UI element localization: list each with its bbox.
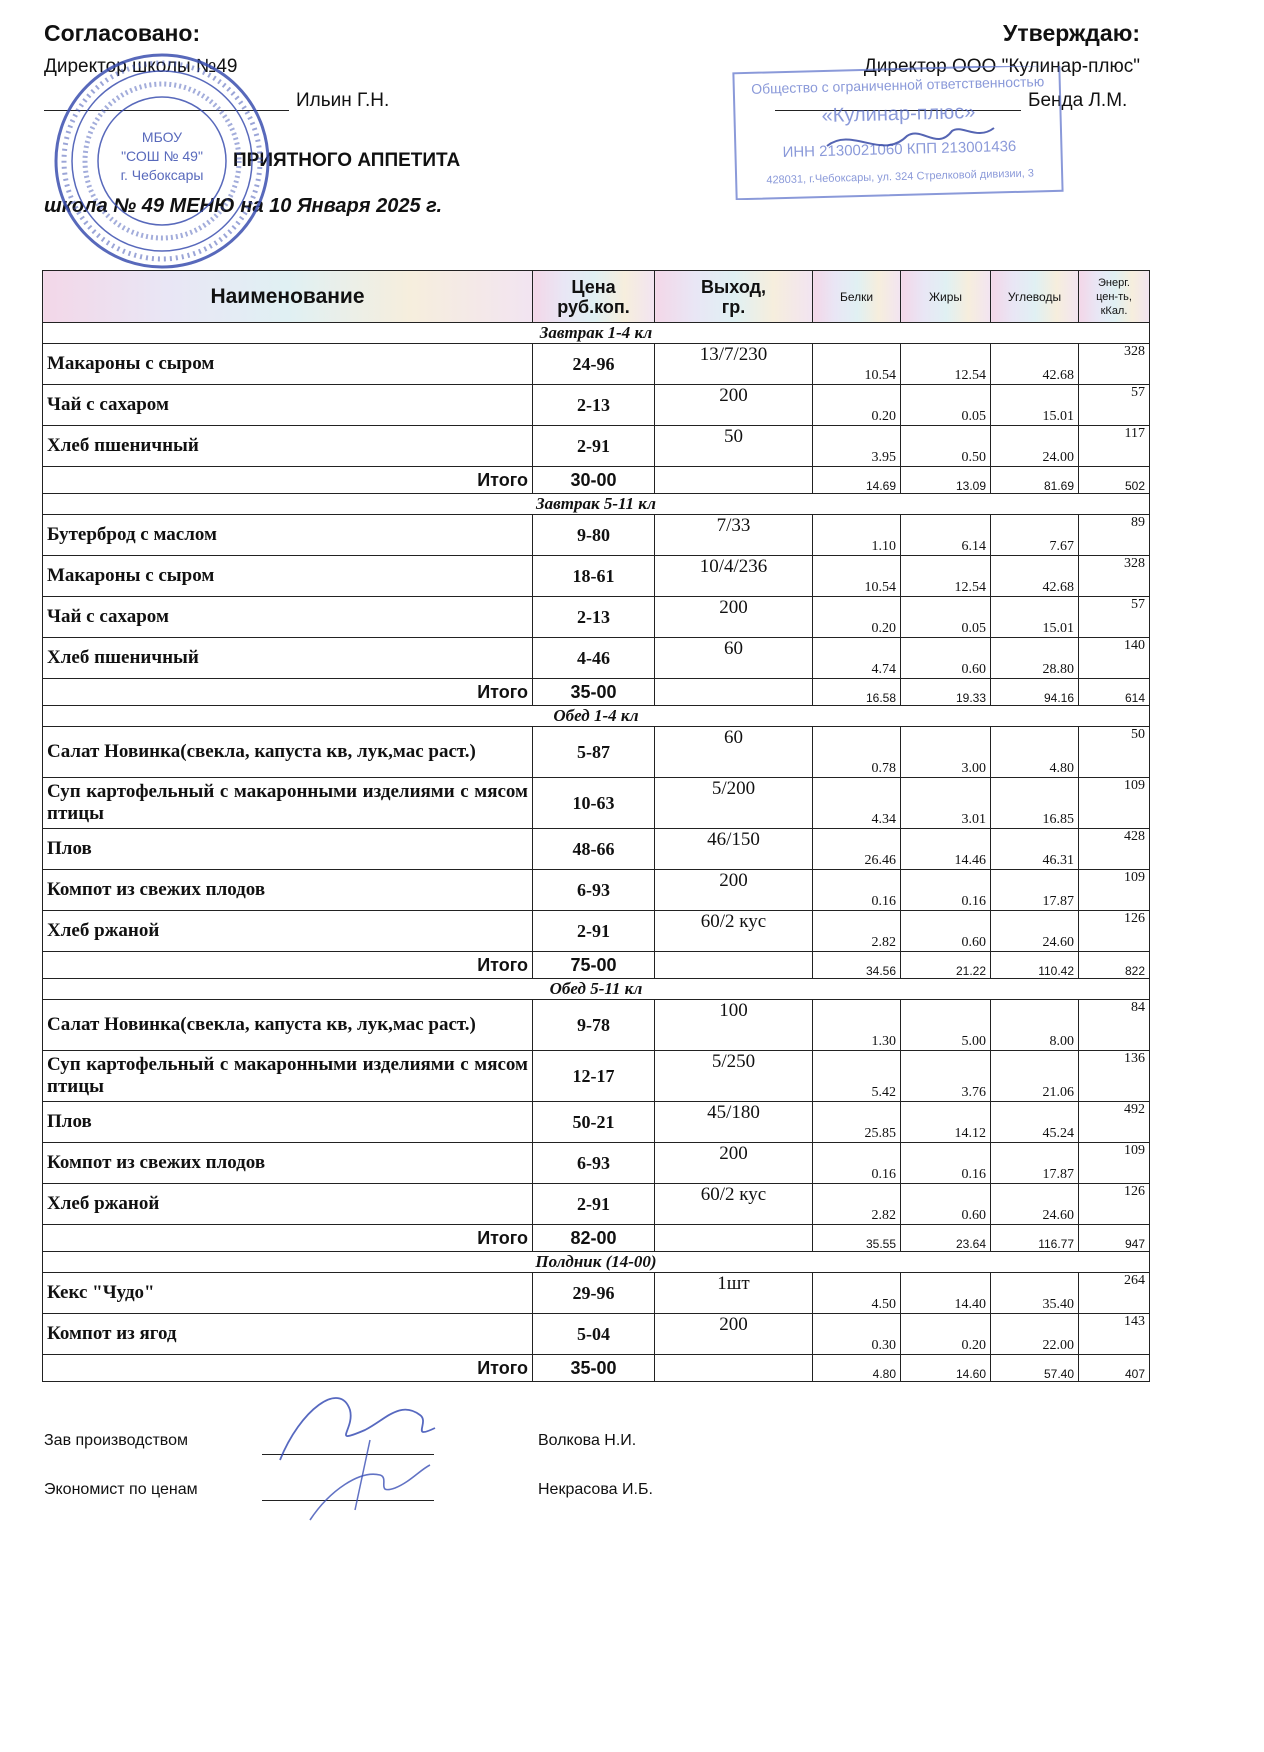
item-carbs: 24.60 [991, 911, 1079, 952]
total-fat: 21.22 [901, 952, 991, 979]
item-output: 60 [655, 638, 813, 679]
table-row [43, 829, 1150, 870]
item-carbs: 16.85 [991, 778, 1079, 829]
item-name: Хлеб пшеничный [43, 426, 533, 467]
total-output-empty [655, 467, 813, 494]
item-fat: 14.12 [901, 1102, 991, 1143]
total-row [43, 952, 1150, 979]
total-label: Итого [43, 679, 533, 706]
item-fat: 0.60 [901, 1184, 991, 1225]
item-fat: 3.00 [901, 727, 991, 778]
item-protein: 1.10 [813, 515, 901, 556]
item-price: 5-87 [533, 727, 655, 778]
col-energy: Энерг. цен-ть, кКал. [1079, 271, 1150, 323]
item-protein: 3.95 [813, 426, 901, 467]
item-price: 2-91 [533, 1184, 655, 1225]
item-fat: 0.05 [901, 385, 991, 426]
item-output: 100 [655, 1000, 813, 1051]
item-kcal: 57 [1079, 385, 1150, 426]
total-fat: 13.09 [901, 467, 991, 494]
item-output: 5/250 [655, 1051, 813, 1102]
item-price: 2-13 [533, 385, 655, 426]
item-carbs: 28.80 [991, 638, 1079, 679]
item-protein: 0.16 [813, 870, 901, 911]
item-kcal: 50 [1079, 727, 1150, 778]
table-row [43, 344, 1150, 385]
item-protein: 0.20 [813, 597, 901, 638]
item-protein: 2.82 [813, 911, 901, 952]
item-kcal: 109 [1079, 1143, 1150, 1184]
total-label: Итого [43, 952, 533, 979]
item-carbs: 42.68 [991, 344, 1079, 385]
item-fat: 0.16 [901, 1143, 991, 1184]
item-output: 200 [655, 1143, 813, 1184]
item-price: 2-13 [533, 597, 655, 638]
item-fat: 6.14 [901, 515, 991, 556]
item-fat: 0.50 [901, 426, 991, 467]
item-name: Плов [43, 829, 533, 870]
table-row [43, 911, 1150, 952]
item-protein: 0.16 [813, 1143, 901, 1184]
item-kcal: 428 [1079, 829, 1150, 870]
total-kcal: 947 [1079, 1225, 1150, 1252]
section-row [43, 494, 1150, 515]
item-kcal: 143 [1079, 1314, 1150, 1355]
item-price: 5-04 [533, 1314, 655, 1355]
item-output: 60/2 кус [655, 1184, 813, 1225]
item-price: 2-91 [533, 426, 655, 467]
item-kcal: 109 [1079, 870, 1150, 911]
item-fat: 3.01 [901, 778, 991, 829]
item-protein: 4.50 [813, 1273, 901, 1314]
item-carbs: 46.31 [991, 829, 1079, 870]
table-row [43, 1314, 1150, 1355]
item-output: 45/180 [655, 1102, 813, 1143]
item-fat: 14.46 [901, 829, 991, 870]
total-protein: 34.56 [813, 952, 901, 979]
item-price: 29-96 [533, 1273, 655, 1314]
item-price: 6-93 [533, 870, 655, 911]
section-row [43, 323, 1150, 344]
section-title: Полдник (14-00) [43, 1252, 1150, 1273]
item-kcal: 84 [1079, 1000, 1150, 1051]
item-output: 200 [655, 597, 813, 638]
item-carbs: 24.00 [991, 426, 1079, 467]
item-output: 60 [655, 727, 813, 778]
company-director-position: Директор ООО "Кулинар-плюс" [863, 56, 1140, 77]
table-header-row [43, 271, 1150, 323]
item-price: 18-61 [533, 556, 655, 597]
footer-role-production: Зав производством [44, 1432, 188, 1449]
item-carbs: 35.40 [991, 1273, 1079, 1314]
total-protein: 14.69 [813, 467, 901, 494]
item-protein: 4.74 [813, 638, 901, 679]
menu-subtitle: школа № 49 МЕНЮ на 10 Января 2025 г. [44, 195, 443, 217]
total-row [43, 1225, 1150, 1252]
section-row [43, 706, 1150, 727]
total-price: 35-00 [533, 1355, 655, 1382]
company-stamp-line3: ИНН 2130021060 КПП 213001436 [782, 137, 1017, 162]
total-label: Итого [43, 467, 533, 494]
item-kcal: 126 [1079, 911, 1150, 952]
total-kcal: 407 [1079, 1355, 1150, 1382]
table-row [43, 1184, 1150, 1225]
item-name: Компот из ягод [43, 1314, 533, 1355]
company-stamp-line1: Общество с ограниченной ответственностью [751, 73, 1045, 97]
school-stamp-line1: МБОУ [141, 129, 183, 145]
item-price: 9-78 [533, 1000, 655, 1051]
total-row [43, 467, 1150, 494]
total-kcal: 822 [1079, 952, 1150, 979]
item-kcal: 264 [1079, 1273, 1150, 1314]
item-name: Хлеб ржаной [43, 911, 533, 952]
total-row [43, 1355, 1150, 1382]
school-stamp [44, 48, 280, 274]
total-protein: 16.58 [813, 679, 901, 706]
item-output: 50 [655, 426, 813, 467]
col-carbs: Углеводы [991, 271, 1079, 323]
item-kcal: 328 [1079, 344, 1150, 385]
total-protein: 4.80 [813, 1355, 901, 1382]
item-output: 200 [655, 1314, 813, 1355]
section-title: Обед 5-11 кл [43, 979, 1150, 1000]
item-output: 200 [655, 385, 813, 426]
footer-signature [270, 1370, 450, 1530]
item-kcal: 89 [1079, 515, 1150, 556]
col-fat: Жиры [901, 271, 991, 323]
item-name: Хлеб ржаной [43, 1184, 533, 1225]
item-price: 4-46 [533, 638, 655, 679]
total-price: 30-00 [533, 467, 655, 494]
item-name: Компот из свежих плодов [43, 870, 533, 911]
item-carbs: 21.06 [991, 1051, 1079, 1102]
item-name: Суп картофельный с макаронными изделиями с мясом птицы [43, 778, 533, 829]
item-output: 10/4/236 [655, 556, 813, 597]
item-kcal: 117 [1079, 426, 1150, 467]
item-protein: 0.30 [813, 1314, 901, 1355]
item-carbs: 4.80 [991, 727, 1079, 778]
item-protein: 4.34 [813, 778, 901, 829]
item-price: 10-63 [533, 778, 655, 829]
total-carbs: 110.42 [991, 952, 1079, 979]
total-carbs: 57.40 [991, 1355, 1079, 1382]
item-name: Кекс "Чудо" [43, 1273, 533, 1314]
total-output-empty [655, 1225, 813, 1252]
item-kcal: 140 [1079, 638, 1150, 679]
item-name: Чай с сахаром [43, 385, 533, 426]
item-name: Макароны с сыром [43, 344, 533, 385]
col-name: Наименование [43, 271, 533, 323]
item-output: 200 [655, 870, 813, 911]
total-price: 82-00 [533, 1225, 655, 1252]
item-price: 48-66 [533, 829, 655, 870]
total-carbs: 116.77 [991, 1225, 1079, 1252]
total-output-empty [655, 679, 813, 706]
table-row [43, 1143, 1150, 1184]
item-carbs: 7.67 [991, 515, 1079, 556]
approved-label: Согласовано: [44, 20, 201, 46]
section-title: Завтрак 1-4 кл [43, 323, 1150, 344]
total-carbs: 94.16 [991, 679, 1079, 706]
item-protein: 5.42 [813, 1051, 901, 1102]
item-output: 1шт [655, 1273, 813, 1314]
item-protein: 26.46 [813, 829, 901, 870]
item-kcal: 136 [1079, 1051, 1150, 1102]
table-row [43, 1273, 1150, 1314]
item-name: Макароны с сыром [43, 556, 533, 597]
total-protein: 35.55 [813, 1225, 901, 1252]
item-kcal: 109 [1079, 778, 1150, 829]
item-protein: 0.20 [813, 385, 901, 426]
table-row [43, 1102, 1150, 1143]
item-protein: 10.54 [813, 556, 901, 597]
item-fat: 3.76 [901, 1051, 991, 1102]
total-output-empty [655, 952, 813, 979]
school-stamp-line3: г. Чебоксары [120, 167, 204, 183]
table-row [43, 426, 1150, 467]
total-price: 75-00 [533, 952, 655, 979]
school-stamp-line2: "СОШ № 49" [121, 148, 203, 164]
footer-role-economist: Экономист по ценам [44, 1481, 198, 1498]
item-price: 24-96 [533, 344, 655, 385]
total-row [43, 679, 1150, 706]
section-row [43, 1252, 1150, 1273]
item-protein: 25.85 [813, 1102, 901, 1143]
item-fat: 12.54 [901, 344, 991, 385]
total-kcal: 614 [1079, 679, 1150, 706]
table-row [43, 556, 1150, 597]
company-stamp [732, 66, 1066, 200]
item-output: 5/200 [655, 778, 813, 829]
item-fat: 0.20 [901, 1314, 991, 1355]
item-protein: 2.82 [813, 1184, 901, 1225]
school-director-position: Директор школы №49 [44, 56, 238, 77]
item-fat: 0.60 [901, 638, 991, 679]
table-row [43, 1051, 1150, 1102]
table-row [43, 515, 1150, 556]
item-carbs: 15.01 [991, 597, 1079, 638]
item-carbs: 17.87 [991, 1143, 1079, 1184]
item-carbs: 22.00 [991, 1314, 1079, 1355]
item-output: 13/7/230 [655, 344, 813, 385]
item-carbs: 8.00 [991, 1000, 1079, 1051]
item-fat: 0.16 [901, 870, 991, 911]
item-carbs: 42.68 [991, 556, 1079, 597]
table-row [43, 638, 1150, 679]
greeting-title: ПРИЯТНОГО АППЕТИТА [233, 150, 461, 171]
total-fat: 19.33 [901, 679, 991, 706]
item-fat: 14.40 [901, 1273, 991, 1314]
company-director-name: Бенда Л.М. [1028, 90, 1128, 111]
table-row [43, 1000, 1150, 1051]
item-name: Салат Новинка(свекла, капуста кв, лук,мас раст.) [43, 1000, 533, 1051]
item-kcal: 328 [1079, 556, 1150, 597]
section-row [43, 979, 1150, 1000]
item-name: Бутерброд с маслом [43, 515, 533, 556]
total-price: 35-00 [533, 679, 655, 706]
table-row [43, 597, 1150, 638]
item-price: 50-21 [533, 1102, 655, 1143]
item-output: 46/150 [655, 829, 813, 870]
footer-person-economist: Некрасова И.Б. [538, 1481, 653, 1498]
item-kcal: 492 [1079, 1102, 1150, 1143]
item-fat: 0.05 [901, 597, 991, 638]
school-director-name: Ильин Г.Н. [296, 90, 390, 111]
item-protein: 0.78 [813, 727, 901, 778]
item-name: Салат Новинка(свекла, капуста кв, лук,мас раст.) [43, 727, 533, 778]
item-price: 6-93 [533, 1143, 655, 1184]
total-kcal: 502 [1079, 467, 1150, 494]
col-output: Выход, гр. [655, 271, 813, 323]
company-stamp-line2: «Кулинар-плюс» [821, 100, 976, 128]
total-output-empty [655, 1355, 813, 1382]
item-carbs: 24.60 [991, 1184, 1079, 1225]
item-output: 7/33 [655, 515, 813, 556]
total-label: Итого [43, 1225, 533, 1252]
total-label: Итого [43, 1355, 533, 1382]
total-fat: 23.64 [901, 1225, 991, 1252]
item-carbs: 15.01 [991, 385, 1079, 426]
total-fat: 14.60 [901, 1355, 991, 1382]
item-fat: 5.00 [901, 1000, 991, 1051]
menu-table [42, 270, 1150, 1382]
item-protein: 1.30 [813, 1000, 901, 1051]
item-price: 12-17 [533, 1051, 655, 1102]
item-kcal: 57 [1079, 597, 1150, 638]
footer-person-production: Волкова Н.И. [538, 1432, 637, 1449]
item-carbs: 17.87 [991, 870, 1079, 911]
total-carbs: 81.69 [991, 467, 1079, 494]
item-name: Компот из свежих плодов [43, 1143, 533, 1184]
item-price: 9-80 [533, 515, 655, 556]
item-protein: 10.54 [813, 344, 901, 385]
section-title: Обед 1-4 кл [43, 706, 1150, 727]
item-name: Чай с сахаром [43, 597, 533, 638]
approve-label: Утверждаю: [1003, 20, 1140, 46]
item-name: Хлеб пшеничный [43, 638, 533, 679]
table-row [43, 727, 1150, 778]
col-price: Цена руб.коп. [533, 271, 655, 323]
item-name: Суп картофельный с макаронными изделиями с мясом птицы [43, 1051, 533, 1102]
item-fat: 12.54 [901, 556, 991, 597]
col-protein: Белки [813, 271, 901, 323]
table-row [43, 385, 1150, 426]
item-carbs: 45.24 [991, 1102, 1079, 1143]
item-price: 2-91 [533, 911, 655, 952]
item-name: Плов [43, 1102, 533, 1143]
table-row [43, 778, 1150, 829]
section-title: Завтрак 5-11 кл [43, 494, 1150, 515]
item-fat: 0.60 [901, 911, 991, 952]
table-row [43, 870, 1150, 911]
company-stamp-line4: 428031, г.Чебоксары, ул. 324 Стрелковой дивизии, 3 [766, 167, 1035, 187]
item-kcal: 126 [1079, 1184, 1150, 1225]
item-output: 60/2 кус [655, 911, 813, 952]
